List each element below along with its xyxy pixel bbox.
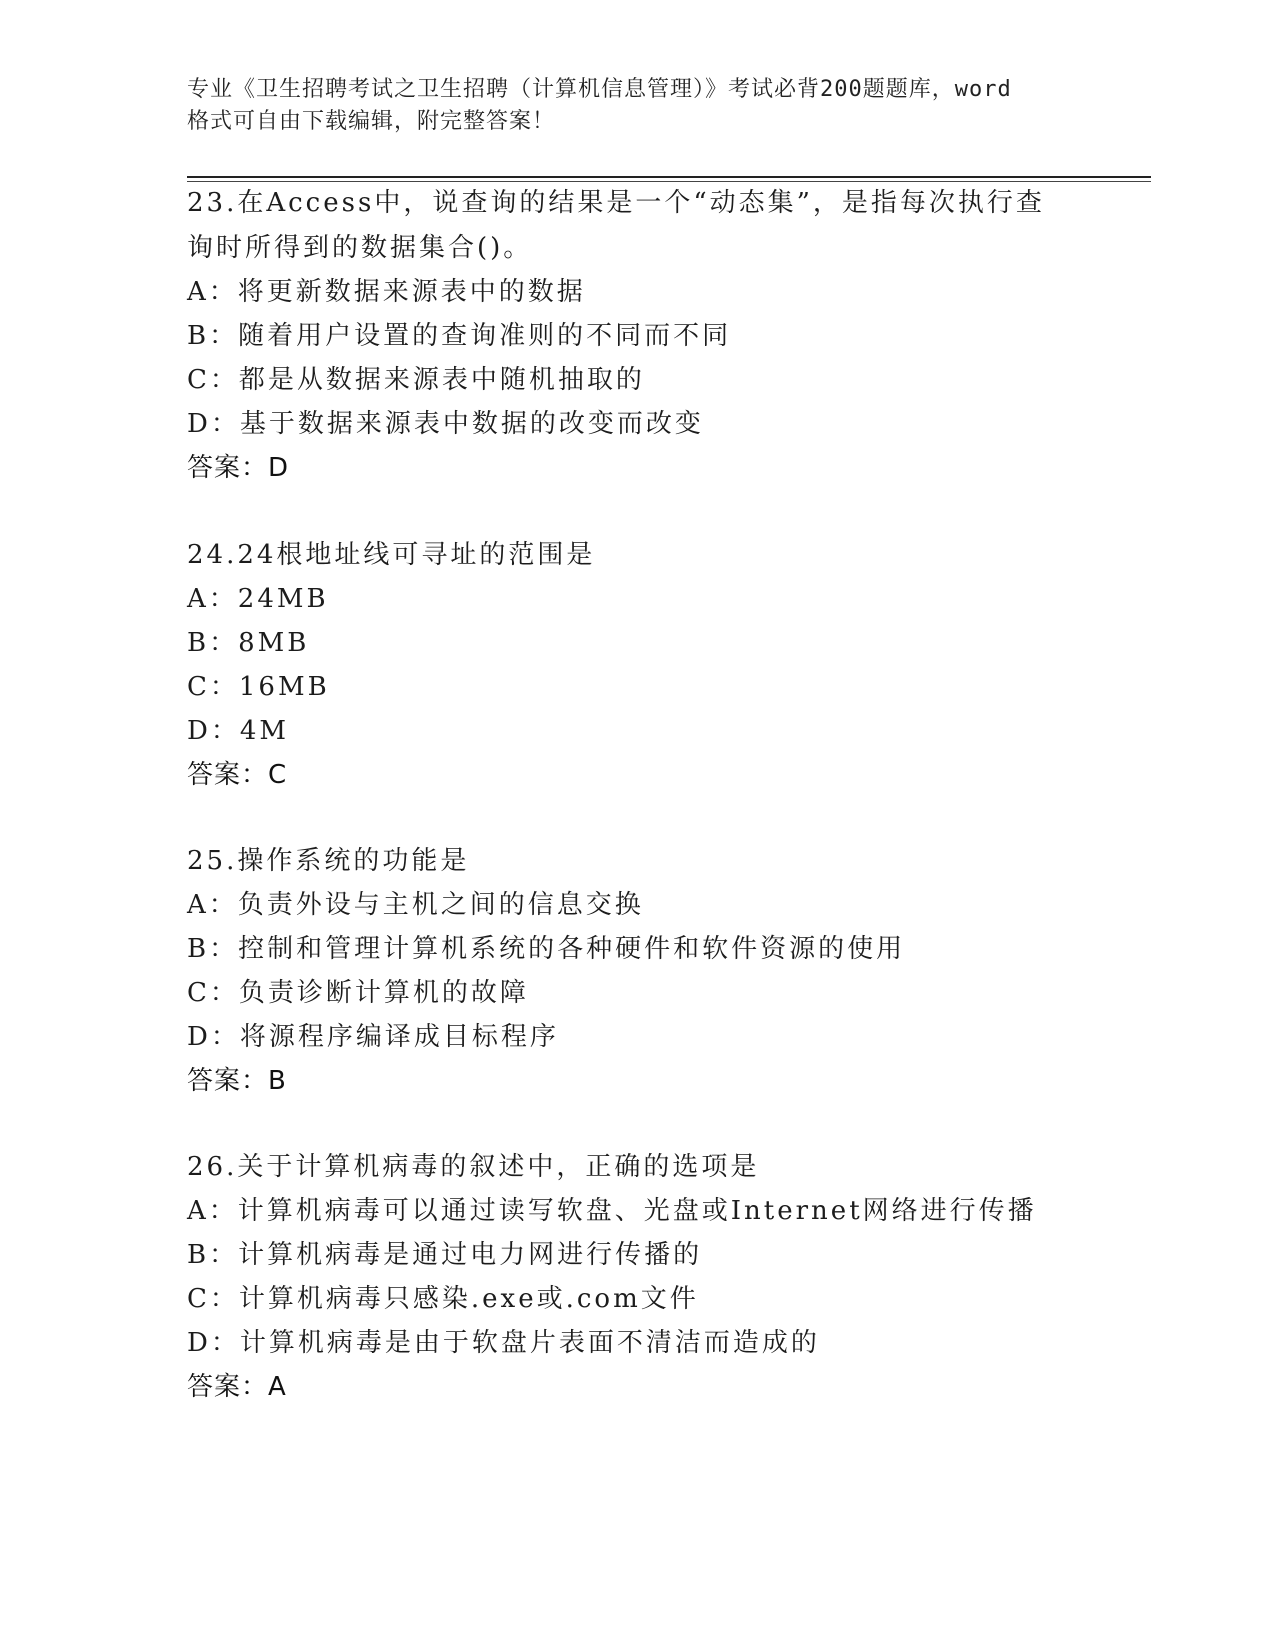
question-stem: 25.操作系统的功能是 — [187, 846, 470, 876]
question-stem: 26.关于计算机病毒的叙述中，正确的选项是 — [187, 1152, 760, 1182]
option-a: A：24MB — [187, 584, 329, 614]
option-c: C：16MB — [187, 672, 330, 702]
option-c: C：负责诊断计算机的故障 — [187, 978, 529, 1008]
question-stem-continued: 询时所得到的数据集合()。 — [187, 233, 533, 263]
option-c: C：计算机病毒只感染.exe或.com文件 — [187, 1284, 699, 1314]
option-c: C：都是从数据来源表中随机抽取的 — [187, 365, 645, 395]
answer: 答案：C — [187, 760, 288, 790]
option-d: D：计算机病毒是由于软盘片表面不清洁而造成的 — [187, 1328, 820, 1358]
option-b: B：8MB — [187, 628, 310, 658]
option-a: A：将更新数据来源表中的数据 — [187, 277, 586, 307]
answer: 答案：D — [187, 453, 290, 483]
option-b: B：控制和管理计算机系统的各种硬件和软件资源的使用 — [187, 934, 906, 964]
option-b: B：随着用户设置的查询准则的不同而不同 — [187, 321, 732, 351]
question-stem: 23.在Access中，说查询的结果是一个“动态集”，是指每次执行查 — [187, 188, 1045, 218]
header-line-2: 格式可自由下载编辑，附完整答案！ — [187, 109, 556, 134]
answer: 答案：B — [187, 1066, 287, 1096]
option-b: B：计算机病毒是通过电力网进行传播的 — [187, 1240, 703, 1270]
option-d: D：基于数据来源表中数据的改变而改变 — [187, 409, 704, 439]
header-rule-thick — [187, 176, 1151, 178]
header-rule-thin — [187, 181, 1151, 182]
header-line-1: 专业《卫生招聘考试之卫生招聘（计算机信息管理）》考试必背200题题库，word — [187, 77, 1012, 102]
question-stem: 24.24根地址线可寻址的范围是 — [187, 540, 596, 570]
answer: 答案：A — [187, 1372, 287, 1402]
document-header — [187, 74, 1087, 138]
option-a: A：负责外设与主机之间的信息交换 — [187, 890, 644, 920]
option-a: A：计算机病毒可以通过读写软盘、光盘或Internet网络进行传播 — [187, 1196, 1037, 1226]
option-d: D：将源程序编译成目标程序 — [187, 1022, 559, 1052]
option-d: D：4M — [187, 716, 290, 746]
